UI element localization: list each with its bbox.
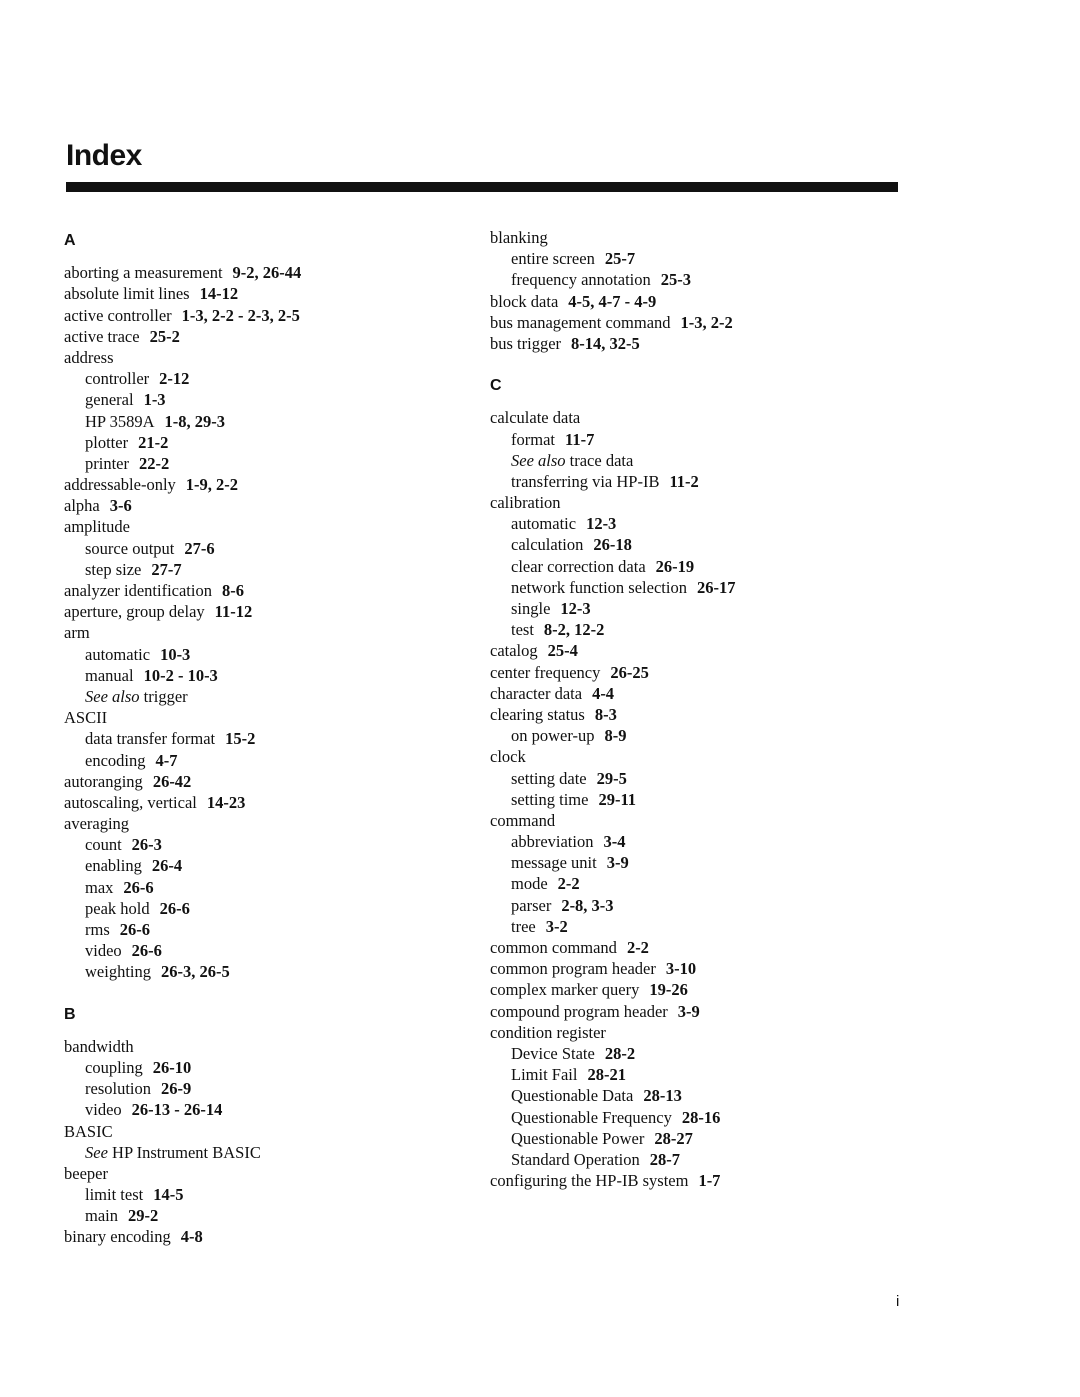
entry-term: averaging [64,814,130,834]
page-reference: 26-25 [610,662,649,682]
index-letter-heading: A [64,232,76,249]
index-entry [64,347,484,368]
see-reference: See also [85,686,140,706]
index-subentry [490,852,910,873]
index-entry [490,979,910,1000]
index-subentry [64,665,484,686]
index-entry [64,495,484,516]
entry-term: trigger [139,686,188,706]
page-reference: 26-17 [696,577,736,597]
entry-term: configuring the HP-IB system [490,1171,689,1191]
entry-term: clearing status [490,704,585,724]
index-subentry [64,368,484,389]
entry-term: alpha [64,496,100,516]
page-reference: 26-19 [655,556,695,576]
index-subentry [490,534,910,555]
entry-term: Limit Fail [511,1065,578,1085]
index-subentry [64,411,484,432]
entry-term: complex marker query [490,980,640,1000]
entry-term: parser [511,895,552,915]
page-reference: 3-10 [665,959,697,979]
entry-term: bus management command [490,312,671,332]
index-entry [64,474,484,495]
index-subentry [64,1057,484,1078]
page-reference: 28-13 [643,1086,682,1106]
index-entry [64,1163,484,1184]
entry-term: automatic [511,514,577,534]
index-subentry [490,1043,910,1064]
index-subentry [490,1085,910,1106]
entry-term: condition register [490,1022,606,1042]
index-subentry [490,513,910,534]
page-reference: 3-6 [109,496,132,516]
page-reference: 15-2 [225,729,256,749]
entry-term: calibration [490,493,561,513]
entry-term: analyzer identification [64,581,212,600]
entry-term: center frequency [490,662,601,682]
index-subentry [64,1205,484,1226]
entry-term: single [511,599,551,618]
entry-term: resolution [85,1079,151,1099]
page-reference: 4-5, 4-7 - 4-9 [568,291,657,311]
entry-term: calculation [511,535,584,555]
index-subentry [490,831,910,852]
index-entry [64,516,484,537]
index-subentry [64,834,484,855]
index-entry [64,813,484,834]
entry-term: active controller [64,305,172,325]
page-reference: 8-3 [594,704,617,724]
entry-term: video [85,1100,122,1120]
entry-term: enabling [85,856,142,876]
index-subentry [490,873,910,894]
page-reference: 28-7 [649,1149,681,1169]
entry-term: active trace [64,326,140,346]
entry-term: Questionable Frequency [511,1107,672,1127]
page-reference: 10-3 [160,644,191,664]
index-subentry [64,432,484,453]
entry-term: autoranging [64,771,143,791]
entry-term: common command [490,938,617,957]
index-subentry [64,1099,484,1120]
index-subentry [64,855,484,876]
page-reference: 25-4 [547,641,578,661]
index-subentry [490,619,910,640]
page-reference: 25-2 [149,326,180,346]
page-reference: 26-13 - 26-14 [131,1100,223,1120]
entry-term: mode [511,874,548,894]
page-reference: 22-2 [138,453,170,473]
index-subentry [490,450,910,471]
page-reference: 28-27 [654,1128,693,1148]
index-entry [64,305,484,326]
page-reference: 1-9, 2-2 [185,475,239,495]
entry-term: setting time [511,789,589,809]
index-entry [490,937,910,958]
page-reference: 29-2 [128,1206,159,1226]
entry-term: address [64,347,114,367]
entry-term: peak hold [85,898,150,918]
entry-term: BASIC [64,1121,113,1141]
entry-term: setting date [511,768,587,788]
index-subentry [490,269,910,290]
entry-term: common program header [490,959,656,979]
page-reference: 4-7 [155,750,178,770]
entry-term: count [85,835,122,855]
index-entry [64,262,484,283]
index-subentry [64,453,484,474]
entry-term: max [85,877,114,897]
page-reference: 8-6 [221,581,244,600]
page-reference: 26-3 [131,835,162,855]
index-entry [490,333,910,354]
entry-term: HP 3589A [85,411,155,431]
entry-term: network function selection [511,577,687,597]
page-reference: 10-2 - 10-3 [143,665,218,685]
entry-term: compound program header [490,1001,668,1021]
index-subentry [490,577,910,598]
entry-term: weighting [85,962,151,982]
entry-term: Device State [511,1043,595,1063]
index-subentry [64,940,484,961]
page-reference: 3-4 [603,832,626,852]
index-letter-heading: B [64,1005,76,1023]
entry-term: step size [85,559,142,579]
index-subentry [490,248,910,269]
page-reference: 12-3 [560,599,591,618]
index-entry [64,601,484,622]
entry-term: test [511,620,534,640]
entry-term: beeper [64,1163,108,1183]
entry-term: message unit [511,853,597,873]
entry-term: absolute limit lines [64,284,190,304]
entry-term: catalog [490,641,538,661]
page-reference: 26-18 [593,535,632,555]
page-reference: 1-7 [698,1171,721,1191]
index-subentry [490,789,910,810]
page-reference: 19-26 [649,980,688,1000]
page-reference: 29-5 [596,768,627,788]
entry-term: addressable-only [64,475,176,495]
entry-term: Questionable Power [511,1128,645,1148]
index-subentry [64,877,484,898]
page-reference: 26-10 [152,1057,192,1077]
page-reference: 8-2, 12-2 [543,620,605,640]
see-reference: See also [511,450,566,470]
page-reference: 27-7 [151,559,182,579]
page-reference: 29-11 [598,789,637,809]
page-reference: 11-12 [214,602,253,622]
index-entry [490,1001,910,1022]
index-subentry [64,1078,484,1099]
index-entry [64,707,484,728]
index-entry [64,326,484,347]
page-reference: 4-8 [180,1227,203,1247]
index-subentry [64,750,484,771]
index-subentry [490,916,910,937]
entry-term: block data [490,291,559,311]
entry-term: format [511,429,555,449]
page-reference: 3-2 [545,916,568,936]
page-reference: 26-6 [123,877,154,897]
entry-term: transferring via HP-IB [511,471,660,491]
index-subentry [490,429,910,450]
page-reference: 26-42 [152,771,192,791]
page-reference: 9-2, 26-44 [232,263,302,283]
entry-term: character data [490,683,583,703]
page-reference: 1-3 [143,390,166,410]
index-entry [64,283,484,304]
index-entry [490,492,910,513]
index-entry [490,291,910,312]
index-subentry [64,1184,484,1205]
index-subentry [64,644,484,665]
index-entry [64,1226,484,1247]
index-letter-heading: C [490,377,502,395]
entry-term: trace data [565,450,634,470]
index-entry [64,1121,484,1142]
entry-term: ASCII [64,708,108,728]
page-reference: 27-6 [184,538,215,558]
entry-term: controller [85,369,150,389]
index-entry [490,683,910,704]
page-number: i [896,1293,900,1310]
index-subentry [490,1064,910,1085]
page-reference: 14-5 [153,1185,184,1205]
entry-term: command [490,810,556,830]
page-reference: 1-8, 29-3 [164,411,226,431]
index-entry [64,580,484,601]
entry-term: abbreviation [511,832,594,852]
page-reference: 26-6 [159,898,190,918]
entry-term: source output [85,538,175,558]
page-reference: 26-6 [131,941,162,961]
page-reference: 26-4 [151,856,183,876]
index-entry [490,746,910,767]
index-entry [490,662,910,683]
page-reference: 3-9 [606,853,629,873]
page-reference: 21-2 [138,432,169,452]
page-reference: 28-21 [587,1065,626,1085]
page-reference: 3-9 [677,1001,700,1021]
page-reference: 12-3 [586,514,617,534]
page-reference: 2-8, 3-3 [561,895,614,915]
entry-term: video [85,941,122,961]
entry-term: printer [85,453,129,473]
entry-term: calculate data [490,408,581,428]
index-subentry [64,898,484,919]
entry-term: clock [490,747,526,767]
entry-term: main [85,1206,118,1226]
entry-term: entire screen [511,249,595,269]
index-subentry [490,598,910,619]
page-reference: 26-6 [119,920,150,939]
index-subentry [490,895,910,916]
page-reference: 8-14, 32-5 [571,333,640,353]
index-subentry [490,1149,910,1170]
page-reference: 2-2 [557,874,580,894]
index-entry [490,810,910,831]
index-subentry [64,389,484,410]
index-subentry [490,725,910,746]
index-entry [64,622,484,643]
see-reference: See [85,1142,108,1162]
index-subentry [64,686,484,707]
index-subentry [64,728,484,749]
entry-term: frequency annotation [511,270,651,290]
index-column-left [64,224,484,1248]
page-reference: 8-9 [604,726,627,746]
index-entry [490,227,910,248]
entry-term: plotter [85,432,129,452]
entry-term: bus trigger [490,333,562,353]
entry-term: limit test [85,1185,144,1205]
entry-term: manual [85,665,134,685]
index-entry [490,958,910,979]
page-reference: 4-4 [592,683,615,703]
index-subentry [490,768,910,789]
page-reference: 14-12 [199,284,239,304]
page-reference: 26-3, 26-5 [161,962,230,982]
entry-term: aperture, group delay [64,602,205,622]
page-reference: 1-3, 2-2 [680,312,733,332]
entry-term: HP Instrument BASIC [107,1142,261,1162]
index-subentry [490,1128,910,1149]
title-rule [66,182,898,192]
index-column-right [490,227,910,1191]
index-entry [490,312,910,333]
page-title: Index [66,139,142,172]
entry-term: tree [511,916,536,936]
index-entry [64,771,484,792]
index-entry [64,1036,484,1057]
page-reference: 14-23 [206,792,246,812]
page-reference: 28-16 [681,1107,721,1127]
page-reference: 25-7 [604,249,636,269]
page-reference: 25-3 [660,270,691,290]
entry-term: automatic [85,644,151,664]
entry-term: rms [85,920,110,939]
entry-term: general [85,390,134,410]
index-subentry [64,538,484,559]
index-subentry [490,556,910,577]
entry-term: Standard Operation [511,1149,640,1169]
index-entry [64,792,484,813]
index-entry [490,1022,910,1043]
index-subentry [490,1107,910,1128]
entry-term: data transfer format [85,729,216,749]
entry-term: arm [64,623,90,643]
entry-term: clear correction data [511,556,646,576]
entry-term: binary encoding [64,1227,171,1247]
index-entry [490,704,910,725]
entry-term: Questionable Data [511,1086,634,1106]
entry-term: autoscaling, vertical [64,792,197,812]
entry-term: encoding [85,750,146,770]
entry-term: on power-up [511,726,595,746]
page-reference: 2-2 [626,938,649,957]
index-entry [490,407,910,428]
index-entry [490,1170,910,1191]
entry-term: bandwidth [64,1036,134,1056]
entry-term: coupling [85,1057,143,1077]
index-subentry [64,961,484,982]
entry-term: amplitude [64,517,130,537]
page-reference: 1-3, 2-2 - 2-3, 2-5 [181,305,300,325]
index-subentry [490,471,910,492]
index-entry [490,640,910,661]
page-reference: 28-2 [604,1043,636,1063]
page-reference: 11-2 [669,471,699,491]
index-subentry [64,919,484,940]
page-reference: 2-12 [159,369,190,389]
index-subentry [64,1142,484,1163]
page-reference: 26-9 [161,1079,192,1099]
page-reference: 11-7 [564,429,595,449]
entry-term: aborting a measurement [64,263,223,283]
entry-term: blanking [490,228,548,247]
index-subentry [64,559,484,580]
